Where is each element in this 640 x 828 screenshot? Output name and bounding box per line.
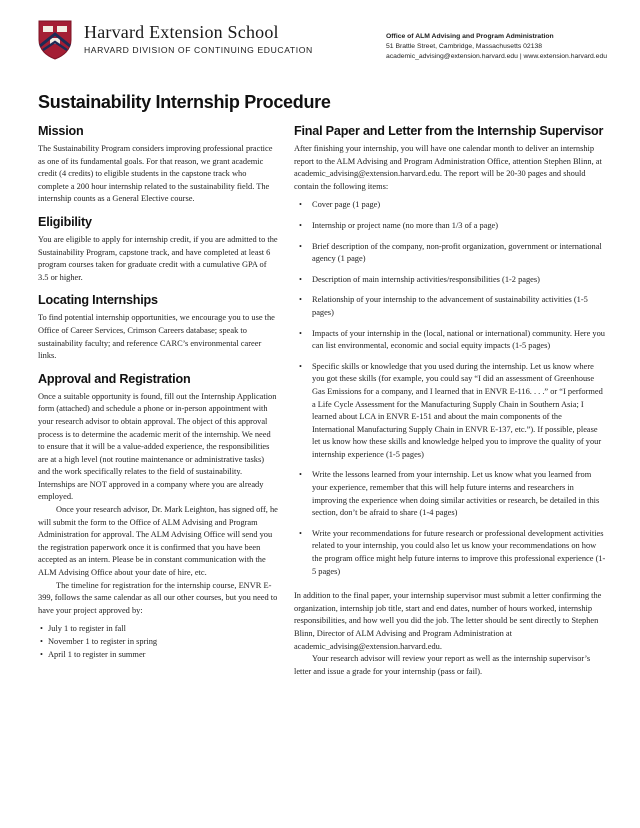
office-title: Office of ALM Advising and Program Administration <box>386 33 554 40</box>
office-block <box>386 32 607 62</box>
approval-paragraph-3: The timeline for registration for the internship course, ENVR E-399, follows the same calendar as all our other courses, but you need to have your project approved by: <box>38 580 278 615</box>
mission-body: The Sustainability Program considers improving professional practice as one of its fundamental goals. For that reason, we grant academic credit (4 credits) to eligible students in the capstone track who complete a 200 hour internship related to the sustainability field. The internship counts as a General Elective course. <box>38 144 273 204</box>
locating-section <box>38 293 278 362</box>
report-item: • Cover page (1 page) <box>294 199 606 212</box>
office-contact: academic_advising@extension.harvard.edu | www.extension.harvard.edu <box>386 53 608 60</box>
left-column <box>38 124 278 670</box>
deadline-item: • November 1 to register in spring <box>38 636 278 649</box>
locating-body: To find potential internship opportunities, we encourage you to use the Office of Career Services, Crimson Careers database; speak to sustainability faculty; and reference CARC’s environmental career links. <box>38 313 275 361</box>
approval-paragraph-1: Once a suitable opportunity is found, fill out the Internship Application form (attached) and schedule a phone or in-person appointment with your research advisor to obtain approval. The object of this approval process is to determine the academic merit of the internship. We need to ensure that it will be a value-added experience, the responsibilities are at a high level (not routine maintenance or administrative tasks) and the work specifically relates to the field of sustainability. Internships are NOT approved in a company where you are already employed. <box>38 391 277 502</box>
right-column <box>294 124 606 678</box>
supervisor-letter-paragraph: In addition to the final paper, your internship supervisor must submit a letter confirming the organization, internship job title, start and end dates, number of hours worked, internship responsibilities, and how well you did the job. The letter should be sent directly to Stephen Blinn, Director of ALM Advising and Program Administration at academic_advising@extension.harvard.edu. <box>294 591 602 651</box>
mission-heading: Mission <box>38 124 84 138</box>
eligibility-body: You are eligible to apply for internship credit, if you are admitted to the Sustainability Program, capstone track, and have completed at least 6 program courses taken for graduate credit with a cumulative GPA of 3.5 or higher. <box>38 234 278 282</box>
page-title: Sustainability Internship Procedure <box>38 92 331 112</box>
school-division: HARVARD DIVISION OF CONTINUING EDUCATION <box>84 45 313 55</box>
eligibility-heading: Eligibility <box>38 214 92 229</box>
approval-heading: Approval and Registration <box>38 371 191 386</box>
report-item: • Description of main internship activities/responsibilities (1-2 pages) <box>294 274 606 287</box>
office-address: 51 Brattle Street, Cambridge, Massachusetts 02138 <box>386 43 543 50</box>
report-contents-list <box>294 199 606 578</box>
harvard-shield-logo <box>38 20 72 60</box>
report-item: • Internship or project name (no more than 1/3 of a page) <box>294 220 606 233</box>
deadline-item: • April 1 to register in summer <box>38 649 278 662</box>
report-item: • Brief description of the company, non-profit organization, government or international agency (1 page) <box>294 241 606 266</box>
final-paper-intro: After finishing your internship, you will have one calendar month to deliver an internship report to the ALM Advising and Program Administration Office, attention Stephen Blinn, at academic_advising@extension.harvard.edu. The report will be 20-30 pages and should contain the following items: <box>294 144 602 191</box>
approval-paragraph-2: Once your research advisor, Dr. Mark Leighton, has signed off, he will submit the form to the Office of ALM Advising and Program Administration for approval. The ALM Advising Office will send you the registration paperwork once it is confirmed that you have been accepted as an intern. Please be in constant communication with the ALM Advising Office about your date of hire, etc. <box>38 505 278 578</box>
report-item: • Specific skills or knowledge that you used during the internship. Let us know where you got these skills (for example, you could say “I did an assessment of Greenhouse Gas Emissions for a company, and I learned that in ENVR E-116. . . .” or “I performed a Life Cycle Assessment for the Manufacturing Supply Chain in Southern Asia; I learned about LCA in ENVR E-151 and about the main components of the International Manufacturing Supply Chain in ENVR E-137, etc.”). If possible, please let us know how these skills and knowledge helped you to improve the quality of your internship experience (1-5 pages) <box>294 361 606 462</box>
approval-section <box>38 372 278 661</box>
letterhead <box>38 18 608 68</box>
school-name: Harvard Extension School <box>84 22 279 42</box>
locating-heading: Locating Internships <box>38 293 158 308</box>
report-item: • Write the lessons learned from your internship. Let us know what you learned from your experience, remember that this will help future interns and researchers in improving the experience when doing similar activities or research, be detailed in this section, don’t be afraid to share (1-4 pages) <box>294 469 606 519</box>
mission-section <box>38 124 278 206</box>
report-item: • Impacts of your internship in the (local, national or international) community. Here you can list environmental, economic and social equity impacts (1-5 pages) <box>294 328 606 353</box>
report-item: • Write your recommendations for future research or professional development activities related to your internship, you could also let us know your recommendations on how the program office might help future interns to improve this professional experience (1-5 pages) <box>294 528 606 578</box>
eligibility-section <box>38 215 278 284</box>
registration-deadlines <box>38 623 278 661</box>
final-paper-heading: Final Paper and Letter from the Internship Supervisor <box>294 124 604 138</box>
grading-paragraph: Your research advisor will review your report as well as the internship supervisor’s letter and issue a grade for your internship (pass or fail). <box>294 654 591 676</box>
deadline-item: • July 1 to register in fall <box>38 623 278 636</box>
report-item: • Relationship of your internship to the advancement of sustainability activities (1-5 pages) <box>294 294 606 319</box>
